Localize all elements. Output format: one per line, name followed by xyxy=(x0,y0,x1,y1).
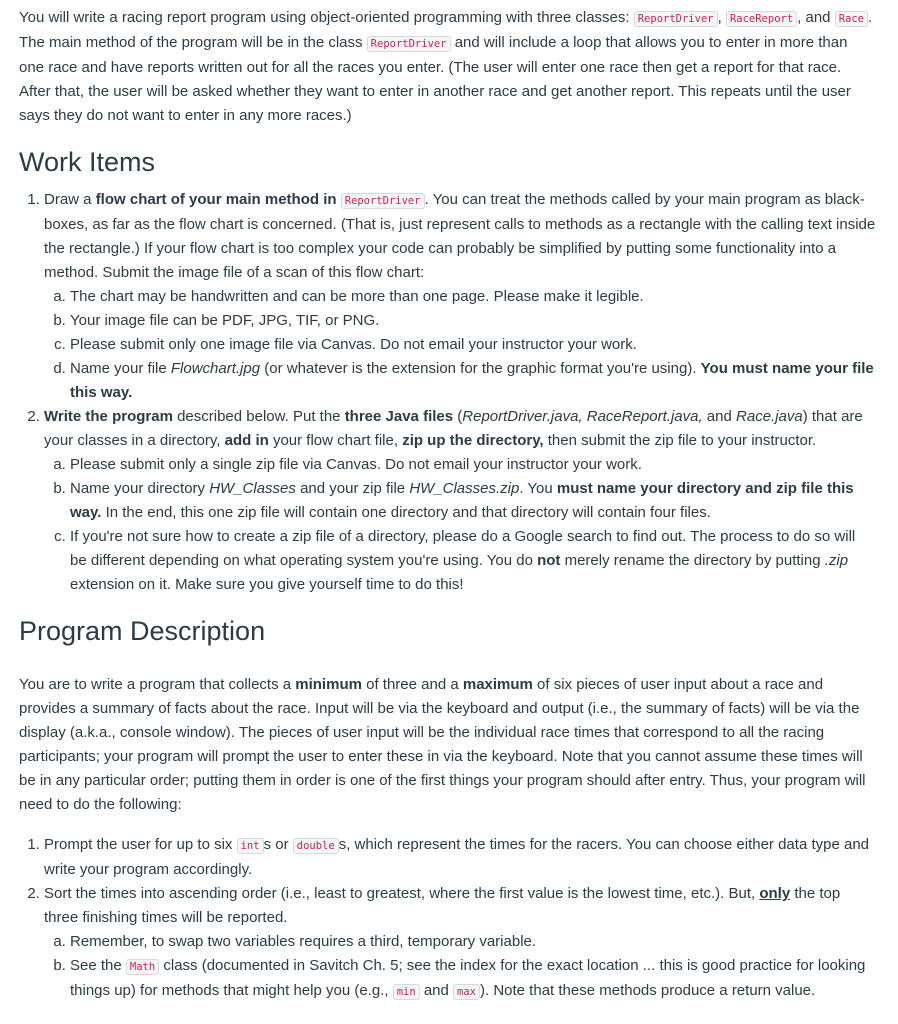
class-name-code: ReportDriver xyxy=(341,193,425,209)
list-item: c. If you're not sure how to create a zip file of a directory, please do a Google search to find out. The process to do so will be different depending on what operating system you're using. You do not merely rename the directory by putting .zip extension on it. Make sure you give yourself time to do this! xyxy=(70,525,876,597)
list-item: c. Please submit only one image file via Canvas. Do not email your instructor your work. xyxy=(70,333,876,357)
method-name-code: max xyxy=(453,984,480,1000)
list-item: b. See the Math class (documented in Savitch Ch. 5; see the index for the exact location ... this is good practice for looking things up) for methods that might help you (e.g., min and max ). Note that these methods produce a return value. xyxy=(70,954,876,1004)
class-name-code: ReportDriver xyxy=(634,11,718,27)
class-name-code: Race xyxy=(835,11,868,27)
list-item: a. Please submit only a single zip file via Canvas. Do not email your instructor your work. xyxy=(70,453,876,477)
program-step-sort: 2. Sort the times into ascending order (i.e., least to greatest, where the first value is the lowest time, etc.). But, only the top three finishing times will be reported. a. Remember, to swap two variables requires a third, temporary variable. b. See the Math class (documented in Savitch Ch. 5; see the index for the exact location ... this is good practice for looking things up) for methods that might help you (e.g., min and max ). Note that these methods produce a return value. xyxy=(44,882,876,1004)
class-name-code: Math xyxy=(126,959,159,975)
work-item-program: 2. Write the program described below. Put the three Java files (ReportDriver.java, RaceReport.java, and Race.java) that are your classes in a directory, add in your flow chart file, zip up the directory, then submit the zip file to your instructor. a. Please submit only a single zip file via Canvas. Do not email your instructor your work. b. Name your directory HW_Classes and your zip file HW_Classes.zip. You must name your directory and zip file this way. In the end, this one zip file will contain one directory and that directory will contain four files. c. If you're not sure how to create a zip file of a directory, please do a Google search to find out. The process to do so will be different depending on what operating system you're using. You do not merely rename the directory by putting .zip extension on it. Make sure you give yourself time to do this! xyxy=(44,405,876,597)
work-items-heading: Work Items xyxy=(19,147,156,177)
work-item-flowchart: 1. Draw a flow chart of your main method in ReportDriver . You can treat the methods called by your main program as black-boxes, as far as the flow chart is concerned. (That is, just represent calls to methods as a rectangle with the calling text inside the rectangle.) If your flow chart is too complex your code can probably be simplified by putting some functionality into a method. Submit the image file of a scan of this flow chart: a. The chart may be handwritten and can be more than one page. Please make it legible. b. Your image file can be PDF, JPG, TIF, or PNG. c. Please submit only one image file via Canvas. Do not email your instructor your work. d. Name your file Flowchart.jpg (or whatever is the extension for the graphic format you're using). You must name your file this way. xyxy=(44,188,876,405)
program-description-paragraph: You are to write a program that collects a minimum of three and a maximum of six pieces of user input about a race and provides a summary of facts about the race. Input will be via the keyboard and output (i.e., the summary of facts) will be via the display (a.k.a., console window). The pieces of user input will be the individual race times that correspond to all the racing participants; your program will prompt the user to enter these in via the keyboard. Note that you cannot assume these times will be in any particular order; putting them in order is one of the first things your program should after entry. Thus, your program will need to do the following: xyxy=(19,676,866,813)
class-name-code: RaceReport xyxy=(726,11,797,27)
method-name-code: min xyxy=(393,984,420,1000)
work-items-list xyxy=(19,188,876,597)
sort-subitems xyxy=(44,930,876,1004)
type-name-code: int xyxy=(237,838,264,854)
intro-paragraph: You will write a racing report program using object-oriented programming with three classes: ReportDriver , RaceReport , and Race . The main method of the program will be in the class ReportDriver and will include a loop that allows you to enter in more than one race and have reports written out for all the races you enter. (The user will enter one race then get a report for that race. After that, the user will be asked whether they want to enter in another race and get another report. This repeats until the user says they do not want to enter in any more races.) xyxy=(19,9,873,124)
list-item: a. Remember, to swap two variables requires a third, temporary variable. xyxy=(70,930,876,954)
program-step-prompt: 1. Prompt the user for up to six int s or double s, which represent the times for the racers. You can choose either data type and write your program accordingly. xyxy=(44,833,876,882)
list-item: b. Name your directory HW_Classes and your zip file HW_Classes.zip. You must name your directory and zip file this way. In the end, this one zip file will contain one directory and that directory will contain four files. xyxy=(70,477,876,525)
class-name-code: ReportDriver xyxy=(367,36,451,52)
flowchart-subitems xyxy=(44,285,876,405)
program-steps-list xyxy=(19,833,876,1004)
type-name-code: double xyxy=(293,838,339,854)
list-item: a. The chart may be handwritten and can be more than one page. Please make it legible. xyxy=(70,285,876,309)
program-description-heading: Program Description xyxy=(19,616,266,646)
program-subitems xyxy=(44,453,876,597)
list-item: d. Name your file Flowchart.jpg (or whatever is the extension for the graphic format you're using). You must name your file this way. xyxy=(70,357,876,405)
list-item: b. Your image file can be PDF, JPG, TIF, or PNG. xyxy=(70,309,876,333)
